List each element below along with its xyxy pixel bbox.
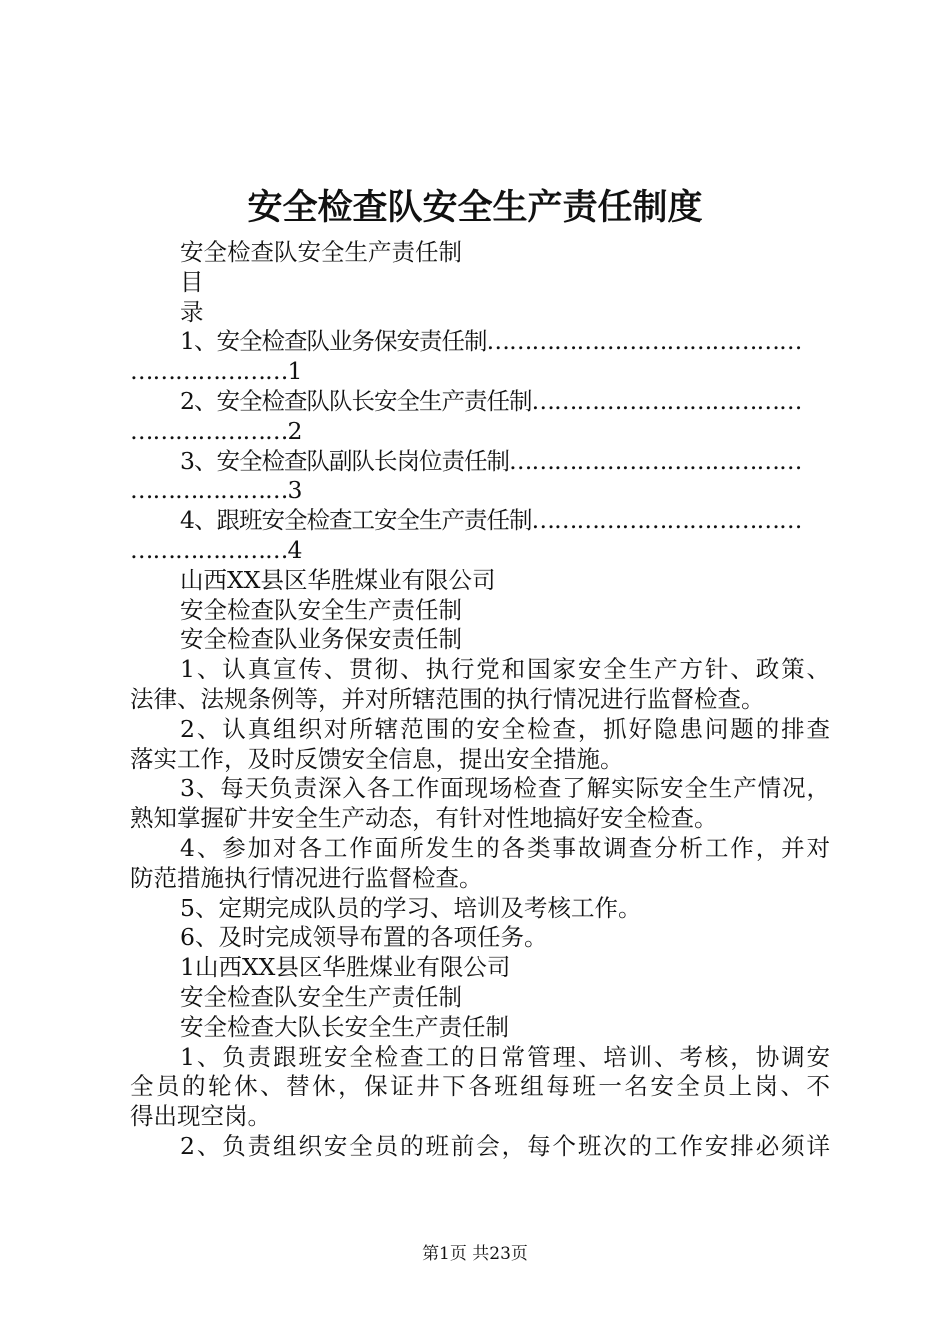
toc-entry-page: …………………2	[130, 416, 302, 445]
paragraph-line: 法律、法规条例等，并对所辖范围的执行情况进行监督检查。	[130, 684, 765, 713]
paragraph-line: 全员的轮休、替休，保证井下各班组每班一名安全员上岗、不	[130, 1072, 830, 1101]
paragraph-line: 1、负责跟班安全检查工的日常管理、培训、考核，协调安	[180, 1042, 830, 1071]
paragraph-line: 得出现空岗。	[130, 1102, 271, 1131]
paragraph-line: 1、认真宣传、贯彻、执行党和国家安全生产方针、政策、	[180, 655, 830, 684]
toc-entry-page: …………………3	[130, 476, 302, 505]
toc-entry-page: …………………1	[130, 357, 302, 386]
text-line: 目	[180, 267, 204, 296]
toc-entry[interactable]: 1、安全检查队业务保安责任制……………………………………	[180, 327, 802, 356]
paragraph-line: 2、认真组织对所辖范围的安全检查，抓好隐患问题的排查	[180, 714, 830, 743]
toc-entry-page: …………………4	[130, 535, 302, 564]
paragraph-line: 4、参加对各工作面所发生的各类事故调查分析工作，并对	[180, 833, 830, 862]
paragraph-line: 落实工作，及时反馈安全信息，提出安全措施。	[130, 744, 624, 773]
section-heading: 安全检查大队长安全生产责任制	[180, 1012, 509, 1041]
toc-entry[interactable]: 4、跟班安全检查工安全生产责任制………………………………	[180, 506, 802, 535]
paragraph-line: 3、每天负责深入各工作面现场检查了解实际安全生产情况，	[180, 774, 830, 803]
section-heading: 安全检查队安全生产责任制	[180, 595, 462, 624]
section-heading: 安全检查队业务保安责任制	[180, 625, 462, 654]
paragraph-line: 6、及时完成领导布置的各项任务。	[180, 923, 548, 952]
company-name: 山西XX县区华胜煤业有限公司	[180, 565, 496, 594]
paragraph-line: 2、负责组织安全员的班前会，每个班次的工作安排必须详	[180, 1131, 830, 1160]
paragraph-line: 5、定期完成队员的学习、培训及考核工作。	[180, 893, 642, 922]
toc-entry[interactable]: 2、安全检查队队长安全生产责任制………………………………	[180, 386, 802, 415]
company-name: 1山西XX县区华胜煤业有限公司	[180, 953, 511, 982]
toc-entry[interactable]: 3、安全检查队副队长岗位责任制…………………………………	[180, 446, 802, 475]
paragraph-line: 防范措施执行情况进行监督检查。	[130, 863, 483, 892]
text-line: 录	[180, 297, 204, 326]
text-line: 安全检查队安全生产责任制	[180, 238, 462, 266]
paragraph-line: 熟知掌握矿井安全生产动态，有针对性地搞好安全检查。	[130, 804, 718, 833]
document-body	[130, 238, 830, 1162]
page-footer: 第1页 共23页	[422, 1244, 528, 1264]
document-title: 安全检查队安全生产责任制度	[247, 187, 703, 228]
section-heading: 安全检查队安全生产责任制	[180, 982, 462, 1011]
